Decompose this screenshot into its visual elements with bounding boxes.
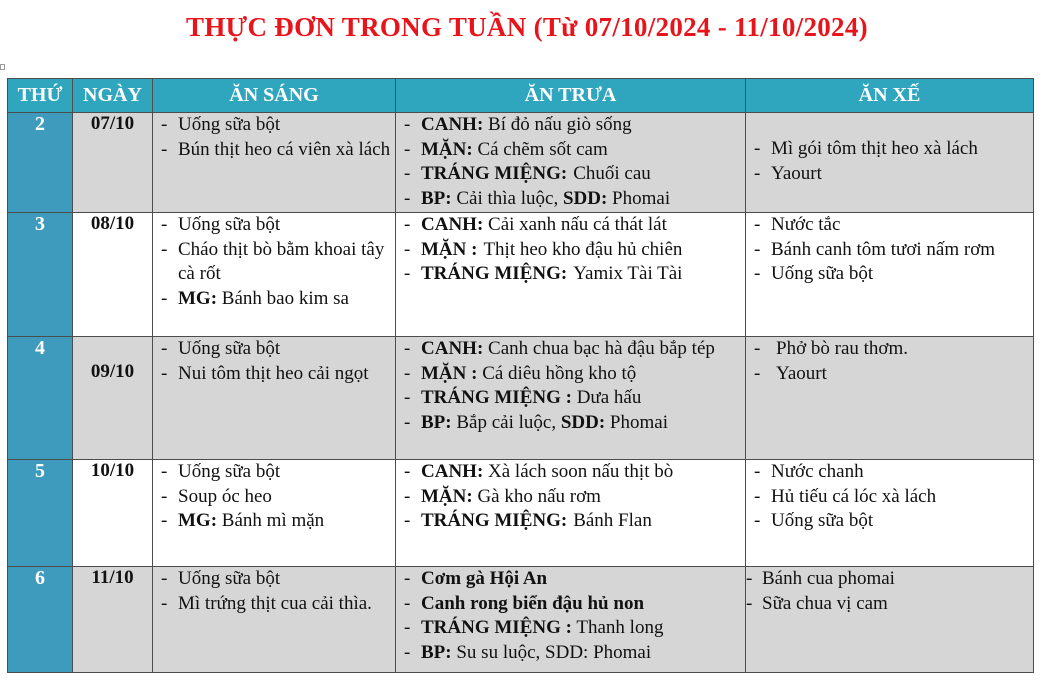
- lunch-item: [396, 138, 745, 163]
- lunch-item: [396, 485, 745, 510]
- menu-row: [8, 213, 1034, 337]
- header-an-xe: ĂN XẾ: [746, 79, 1034, 113]
- snack-item: - Phở bò rau thơm.: [746, 337, 1033, 362]
- snack-cell: [746, 113, 1034, 213]
- snack-item: - Nước chanh: [746, 460, 1033, 485]
- lunch-item-text: Cải xanh nấu cá thát lát: [488, 214, 667, 235]
- lunch-item-label: TRÁNG MIỆNG :: [421, 617, 572, 638]
- lunch-item-label: BP:: [421, 641, 452, 663]
- date-cell: 08/10: [73, 213, 153, 337]
- breakfast-item-label: MG:: [178, 510, 218, 531]
- lunch-item-label: CANH:: [421, 461, 484, 482]
- lunch-item: [396, 592, 745, 617]
- lunch-item-text-2: Phomai: [609, 411, 668, 433]
- lunch-item-label: CANH:: [421, 338, 484, 359]
- day-number: 5: [8, 460, 73, 567]
- lunch-item-text: Canh chua bạc hà đậu bắp tép: [488, 338, 715, 359]
- lunch-item-label: TRÁNG MIỆNG:: [421, 163, 568, 184]
- table-move-handle[interactable]: [0, 64, 5, 70]
- lunch-item: [396, 460, 745, 485]
- lunch-item-label: CANH:: [421, 114, 484, 135]
- snack-item: - Mì gói tôm thịt heo xà lách: [746, 137, 1033, 162]
- lunch-item-text: Cá diêu hồng kho tộ: [482, 362, 637, 384]
- breakfast-item: - Uống sữa bột: [153, 113, 395, 138]
- lunch-item-label: CANH:: [421, 214, 484, 235]
- lunch-item: [396, 411, 745, 436]
- lunch-item-label: MẶN:: [421, 485, 473, 507]
- snack-cell: [746, 213, 1034, 337]
- lunch-item: [396, 362, 745, 387]
- snack-cell: [746, 460, 1034, 567]
- lunch-item-label: TRÁNG MIỆNG:: [421, 263, 568, 284]
- breakfast-cell: [153, 460, 396, 567]
- snack-item: - Nước tắc: [746, 213, 1033, 238]
- lunch-item: [396, 616, 745, 641]
- lunch-item: [396, 262, 745, 287]
- lunch-item-label: Cơm gà Hội An: [421, 568, 548, 589]
- header-ngay: NGÀY: [73, 79, 153, 113]
- snack-cell: [746, 567, 1034, 673]
- lunch-item-text: Cá chẽm sốt cam: [477, 138, 608, 160]
- lunch-item-text: Thịt heo kho đậu hủ chiên: [483, 238, 683, 260]
- breakfast-item-label: MG:: [178, 287, 218, 309]
- breakfast-item: - Uống sữa bột: [153, 567, 395, 592]
- lunch-item-label: MẶN:: [421, 138, 473, 160]
- lunch-item-text: Bánh Flan: [573, 510, 652, 531]
- lunch-item-label: MẶN :: [421, 362, 478, 384]
- header-an-sang: ĂN SÁNG: [153, 79, 396, 113]
- lunch-item: [396, 337, 745, 362]
- day-number: 4: [8, 337, 73, 460]
- lunch-cell: [396, 460, 746, 567]
- lunch-item: [396, 187, 745, 212]
- snack-item: - Yaourt: [746, 162, 1033, 187]
- lunch-item: [396, 567, 745, 592]
- lunch-cell: [396, 567, 746, 673]
- breakfast-cell: [153, 337, 396, 460]
- lunch-item-text: Su su luộc, SDD: Phomai: [456, 641, 652, 663]
- header-thu: THỨ: [8, 79, 73, 113]
- lunch-item-text: Chuối cau: [573, 163, 651, 184]
- day-number: 3: [8, 213, 73, 337]
- snack-item: - Sữa chua vị cam: [746, 592, 1033, 617]
- weekly-menu-table: [7, 78, 1034, 673]
- menu-row: [8, 460, 1034, 567]
- lunch-item: [396, 162, 745, 187]
- snack-item: - Hủ tiếu cá lóc xà lách: [746, 485, 1033, 510]
- menu-row: [8, 567, 1034, 673]
- breakfast-item: - Nui tôm thịt heo cải ngọt: [153, 362, 395, 387]
- lunch-item-text: Bí đỏ nấu giò sống: [488, 114, 632, 135]
- header-row: [8, 79, 1034, 113]
- lunch-item-text: Thanh long: [576, 617, 664, 638]
- breakfast-item: - Soup óc heo: [153, 485, 395, 510]
- date-cell: 07/10: [73, 113, 153, 213]
- breakfast-cell: [153, 567, 396, 673]
- breakfast-item: - Uống sữa bột: [153, 213, 395, 238]
- lunch-item-text: Xà lách soon nấu thịt bò: [488, 461, 674, 482]
- breakfast-item: - Mì trứng thịt cua cải thìa.: [153, 592, 395, 617]
- lunch-item-text: Cải thìa luộc,: [456, 187, 559, 209]
- lunch-item: [396, 113, 745, 138]
- lunch-item: [396, 641, 745, 666]
- breakfast-item: - Bún thịt heo cá viên xà lách: [153, 138, 395, 163]
- breakfast-cell: [153, 113, 396, 213]
- lunch-item: [396, 386, 745, 411]
- lunch-cell: [396, 213, 746, 337]
- breakfast-item: [153, 509, 395, 534]
- date-cell: 10/10: [73, 460, 153, 567]
- lunch-item-text: Gà kho nấu rơm: [477, 485, 601, 507]
- date-cell: 09/10: [73, 337, 153, 460]
- lunch-item-label: Canh rong biển đậu hủ non: [421, 592, 645, 614]
- lunch-item-text: Yamix Tài Tài: [573, 263, 683, 284]
- lunch-item-label: BP:: [421, 187, 452, 209]
- lunch-item-text: Bắp cải luộc,: [456, 411, 557, 433]
- snack-item: - Bánh canh tôm tươi nấm rơm: [746, 238, 1033, 263]
- breakfast-item: [153, 287, 395, 312]
- snack-item: - Uống sữa bột: [746, 509, 1033, 534]
- breakfast-item: - Uống sữa bột: [153, 337, 395, 362]
- lunch-item-label-2: SDD:: [562, 187, 608, 209]
- day-number: 2: [8, 113, 73, 213]
- snack-item: - Yaourt: [746, 362, 1033, 387]
- breakfast-cell: [153, 213, 396, 337]
- lunch-item-label: TRÁNG MIỆNG:: [421, 510, 568, 531]
- lunch-item-label: TRÁNG MIỆNG :: [421, 387, 572, 408]
- lunch-item: [396, 238, 745, 263]
- breakfast-item-text: Bánh bao kim sa: [221, 287, 349, 309]
- lunch-item: [396, 509, 745, 534]
- menu-title: THỰC ĐƠN TRONG TUẦN (Từ 07/10/2024 - 11/10/2024): [186, 12, 868, 42]
- header-an-trua: ĂN TRƯA: [396, 79, 746, 113]
- breakfast-item: - Uống sữa bột: [153, 460, 395, 485]
- snack-cell: [746, 337, 1034, 460]
- breakfast-item: - Cháo thịt bò bằm khoai tây cà rốt: [153, 238, 395, 287]
- snack-item: - Uống sữa bột: [746, 262, 1033, 287]
- lunch-item-label-2: SDD:: [560, 411, 606, 433]
- snack-item: - Bánh cua phomai: [746, 567, 1033, 592]
- lunch-cell: [396, 337, 746, 460]
- lunch-item-text-2: Phomai: [612, 187, 671, 209]
- lunch-item-label: BP:: [421, 411, 452, 433]
- menu-row: [8, 337, 1034, 460]
- breakfast-item-text: Bánh mì mặn: [221, 510, 325, 531]
- lunch-item-label: MẶN :: [421, 238, 478, 260]
- day-number: 6: [8, 567, 73, 673]
- lunch-item-text: Dưa hấu: [576, 387, 642, 408]
- menu-row: [8, 113, 1034, 213]
- lunch-item: [396, 213, 745, 238]
- date-cell: 11/10: [73, 567, 153, 673]
- lunch-cell: [396, 113, 746, 213]
